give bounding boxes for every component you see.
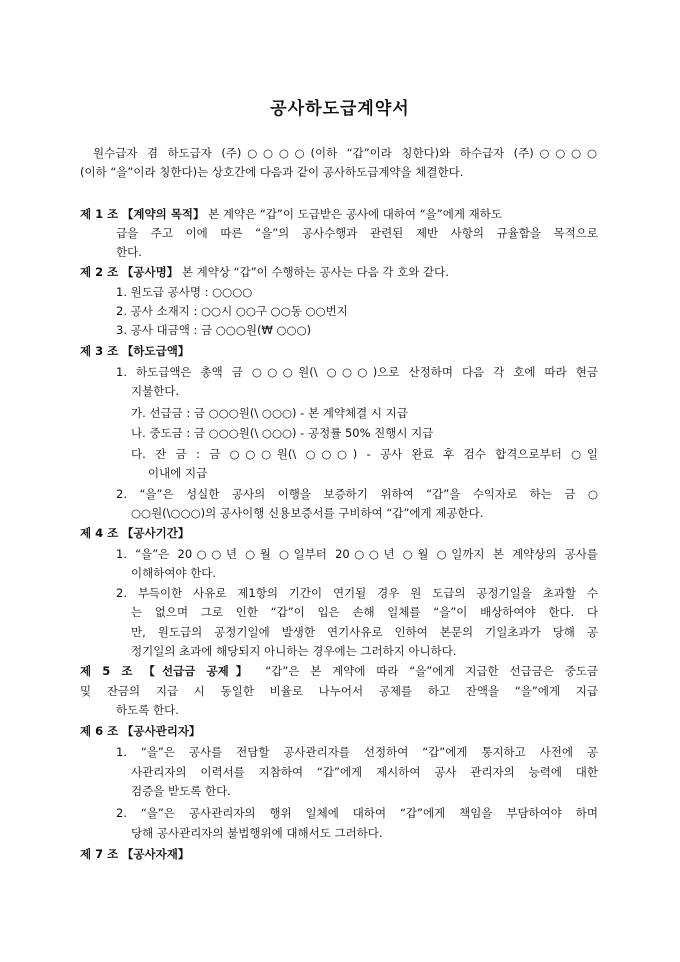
- intro-line-2: (이하 “을”이라 칭한다)는 상호간에 다음과 같이 공사하도급계약을 체결한다.: [80, 165, 464, 179]
- article-7-number: 제 7 조: [80, 847, 119, 861]
- article-3-sub-2: 나. 중도금 : 금 ○○○원(\ ○○○) - 공정률 50% 진행시 지급: [131, 426, 434, 440]
- article-5-heading: 【선급금 공제】: [143, 664, 255, 678]
- article-2-line-1: 본 계약상 “갑”이 수행하는 공사는 다음 각 호와 같다.: [181, 265, 449, 279]
- article-3: [80, 343, 189, 360]
- article-4-line-5: 만, 원도급의 공정기일에 발생한 연기사유로 인하여 본문의 기일초과가 당해 공: [131, 625, 598, 639]
- article-3-heading: 【하도급액】: [121, 344, 190, 358]
- document-title: 공사하도급계약서: [270, 99, 410, 119]
- article-7-heading: 【공사자재】: [121, 847, 190, 861]
- article-2-heading: 【공사명】: [121, 265, 179, 279]
- article-3-sub-3-cont: 이내에 지급: [148, 466, 208, 480]
- article-7: [80, 846, 189, 863]
- article-3-line-4: ○○원(\○○○)의 공사이행 신용보증서를 구비하여 “갑”에게 제공한다.: [131, 506, 484, 520]
- article-4-line-3: 2. 부득이한 사유로 제1항의 기간이 연기될 경우 원 도급의 공정기일을 초과할 수: [116, 586, 598, 600]
- article-2: [80, 264, 449, 281]
- article-6-number: 제 6 조: [80, 724, 119, 738]
- article-3-sub-3: 다. 잔 금 : 금 ○○○원(\ ○○○) - 공사 완료 후 검수 합격으로부터 ○일: [131, 447, 598, 461]
- article-4-heading: 【공사기간】: [121, 526, 190, 540]
- article-2-item-1: 1. 원도급 공사명 : ○○○○: [116, 285, 253, 299]
- article-5-line-3: 하도록 한다.: [116, 703, 179, 717]
- article-6-heading: 【공사관리자】: [121, 724, 201, 738]
- article-6: [80, 723, 200, 740]
- article-6-line-3: 검증을 받도록 한다.: [131, 784, 231, 798]
- article-2-number: 제 2 조: [80, 265, 119, 279]
- article-1: [80, 206, 502, 223]
- article-4-line-1: 1. “을”은 20○○년 ○월 ○일부터 20○○년 ○월 ○일까지 본 계약상의 공사를: [116, 547, 598, 561]
- article-4-line-6: 정기일의 초과에 해당되지 아니하는 경우에는 그러하지 아니하다.: [131, 644, 457, 658]
- article-1-line-3: 한다.: [116, 245, 142, 259]
- article-1-line-1: 본 계약은 “갑”이 도급받은 공사에 대하여 “을”에게 재하도: [208, 207, 502, 221]
- article-5-number: 제 5 조: [80, 664, 133, 678]
- article-3-line-3: 2. “을”은 성실한 공사의 이행을 보증하기 위하여 “갑”을 수익자로 하는 금 ○: [116, 487, 598, 501]
- article-6-line-4: 2. “을”은 공사관리자의 행위 일체에 대하여 “갑”에게 책임을 부담하여야 하며: [116, 806, 598, 820]
- article-4: [80, 525, 189, 542]
- article-4-number: 제 4 조: [80, 526, 119, 540]
- article-1-number: 제 1 조: [80, 207, 119, 221]
- article-6-line-2: 사관리자의 이력서를 지참하여 “갑”에게 제시하여 공사 관리자의 능력에 대한: [131, 765, 598, 779]
- article-5-line-2: 및 잔금의 지급 시 동일한 비율로 나누어서 공제를 하고 잔액을 “을”에게 지급: [80, 684, 598, 698]
- article-5: [80, 663, 598, 680]
- article-4-line-2: 이해하여야 한다.: [131, 566, 217, 580]
- article-1-heading: 【계약의 목적】: [121, 207, 205, 221]
- article-1-line-2: 급을 주고 이에 따른 “을”의 공사수행과 관련된 제반 사항의 규율함을 목적으로: [116, 226, 598, 240]
- article-6-line-1: 1. “을”은 공사를 전담할 공사관리자를 선정하여 “갑”에게 통지하고 사전에 공: [116, 745, 598, 759]
- intro-line-1: 원수급자 겸 하도급자 (주)○○○○(이하 “갑”이라 칭한다)와 하수급자 (주)○○○○: [93, 146, 597, 160]
- article-4-line-4: 는 없으며 그로 인한 “갑”이 입은 손해 일체를 “을”이 배상하여야 한다. 다: [131, 605, 598, 619]
- article-3-line-1: 1. 하도급액은 총액 금 ○○○원(\ ○○○)으로 산정하며 다음 각 호에 따라 현금: [116, 365, 598, 379]
- article-6-line-5: 당해 공사관리자의 불법행위에 대해서도 그러하다.: [131, 826, 383, 840]
- article-5-line-1: “갑”은 본 계약에 따라 “을”에게 지급한 선급금은 중도금: [265, 664, 599, 678]
- article-2-item-2: 2. 공사 소재지 : ○○시 ○○구 ○○동 ○○번지: [116, 304, 348, 318]
- article-3-sub-1: 가. 선급금 : 금 ○○○원(\ ○○○) - 본 계약체결 시 지급: [131, 406, 408, 420]
- article-3-number: 제 3 조: [80, 344, 119, 358]
- article-3-line-2: 지불한다.: [131, 384, 180, 398]
- article-2-item-3: 3. 공사 대금액 : 금 ○○○원(₩ ○○○): [116, 323, 312, 337]
